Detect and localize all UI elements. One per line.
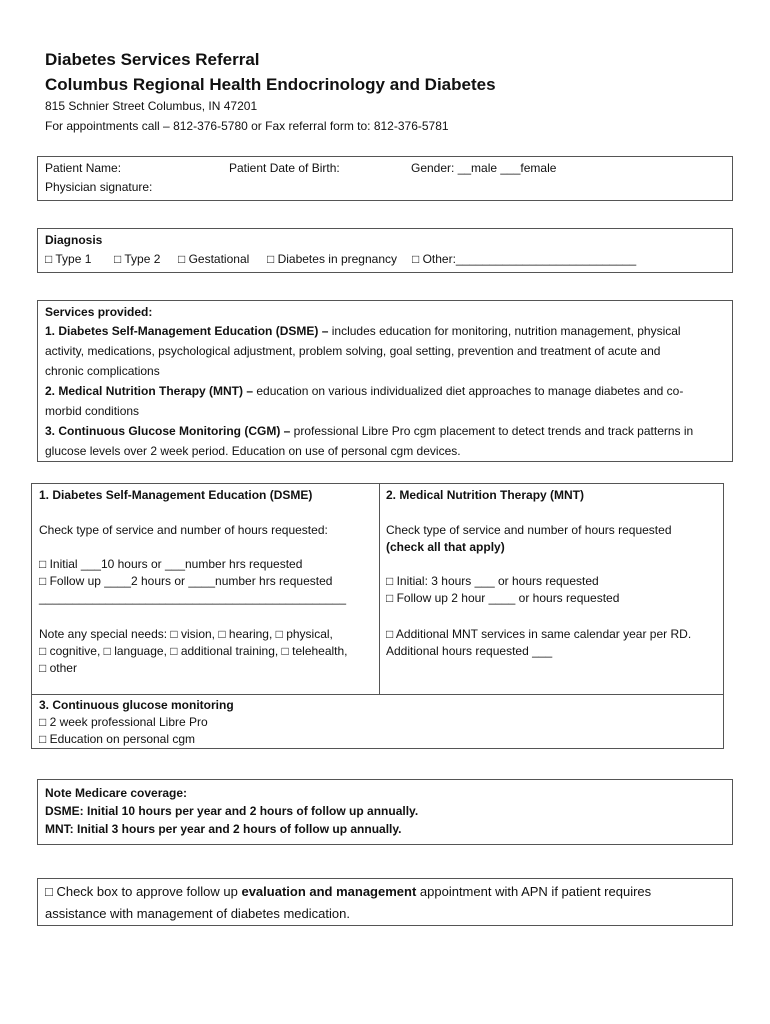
dsme-blank-line[interactable]: ______________________________________________ xyxy=(39,591,346,605)
mnt-additional-hours[interactable]: Additional hours requested ___ xyxy=(386,644,553,658)
mnt-bold-label: 2. Medical Nutrition Therapy (MNT) – xyxy=(45,384,254,398)
contact-info: For appointments call – 812-376-5780 or Fax referral form to: 812-376-5781 xyxy=(45,119,449,133)
mnt-text-1: education on various individualized diet approaches to manage diabetes and co- xyxy=(253,384,684,398)
patient-dob-field[interactable]: Patient Date of Birth: xyxy=(229,161,340,175)
physician-signature-field[interactable]: Physician signature: xyxy=(45,180,153,194)
cgm-description-line2: glucose levels over 2 week period. Education on use of personal cgm devices. xyxy=(45,444,461,458)
dsme-panel-heading: 1. Diabetes Self-Management Education (DSME) xyxy=(39,488,313,502)
apn-approval-line2: assistance with management of diabetes medication. xyxy=(45,906,350,921)
apn-approval-checkbox[interactable] xyxy=(45,884,651,899)
medicare-mnt: MNT: Initial 3 hours per year and 2 hours of follow up annually. xyxy=(45,822,402,836)
gender-field[interactable]: Gender: __male ___female xyxy=(411,161,557,175)
mnt-panel-instruction: Check type of service and number of hours requested xyxy=(386,523,672,537)
diagnosis-box xyxy=(37,228,733,273)
table-row-divider xyxy=(32,694,723,695)
mnt-description-line1 xyxy=(45,384,683,398)
patient-name-field[interactable]: Patient Name: xyxy=(45,161,122,175)
cgm-libre-pro-checkbox[interactable]: □ 2 week professional Libre Pro xyxy=(39,715,208,729)
address: 815 Schnier Street Columbus, IN 47201 xyxy=(45,99,258,113)
mnt-initial-checkbox[interactable]: □ Initial: 3 hours ___ or hours requested xyxy=(386,574,599,588)
dsme-description-line1 xyxy=(45,324,681,338)
diagnosis-gestational-checkbox[interactable]: □ Gestational xyxy=(178,252,250,266)
cgm-panel-heading: 3. Continuous glucose monitoring xyxy=(39,698,234,712)
dsme-text-1: includes education for monitoring, nutrition management, physical xyxy=(328,324,681,338)
medicare-dsme: DSME: Initial 10 hours per year and 2 hours of follow up annually. xyxy=(45,804,419,818)
form-title: Diabetes Services Referral xyxy=(45,50,260,69)
diagnosis-heading: Diagnosis xyxy=(45,233,103,247)
apn-approval-box xyxy=(37,878,733,926)
services-heading: Services provided: xyxy=(45,305,153,319)
diagnosis-other-checkbox[interactable]: □ Other:___________________________ xyxy=(412,252,637,266)
organization-title: Columbus Regional Health Endocrinology and Diabetes xyxy=(45,75,496,94)
medicare-heading: Note Medicare coverage: xyxy=(45,786,188,800)
service-request-table xyxy=(31,483,724,749)
apn-approval-pre: □ Check box to approve follow up xyxy=(45,884,242,899)
dsme-panel-instruction: Check type of service and number of hours requested: xyxy=(39,523,328,537)
dsme-followup-checkbox[interactable]: □ Follow up ____2 hours or ____number hrs requested xyxy=(39,574,333,588)
patient-info-box xyxy=(37,156,733,201)
cgm-education-checkbox[interactable]: □ Education on personal cgm xyxy=(39,732,196,746)
dsme-description-line3: chronic complications xyxy=(45,364,160,378)
medicare-note-box xyxy=(37,779,733,845)
special-needs-line1[interactable]: Note any special needs: □ vision, □ hearing, □ physical, xyxy=(39,627,333,641)
mnt-check-all-note: (check all that apply) xyxy=(386,540,505,554)
cgm-description-line1 xyxy=(45,424,693,438)
special-needs-other[interactable]: □ other xyxy=(39,661,77,675)
dsme-initial-checkbox[interactable]: □ Initial ___10 hours or ___number hrs requested xyxy=(39,557,303,571)
mnt-panel-heading: 2. Medical Nutrition Therapy (MNT) xyxy=(386,488,585,502)
apn-approval-post: appointment with APN if patient requires xyxy=(416,884,652,899)
cgm-bold-label: 3. Continuous Glucose Monitoring (CGM) – xyxy=(45,424,291,438)
dsme-bold-label: 1. Diabetes Self-Management Education (DSME) – xyxy=(45,324,329,338)
cgm-text-1: professional Libre Pro cgm placement to detect trends and track patterns in xyxy=(290,424,694,438)
diagnosis-type2-checkbox[interactable]: □ Type 2 xyxy=(114,252,161,266)
mnt-followup-checkbox[interactable]: □ Follow up 2 hour ____ or hours requested xyxy=(386,591,620,605)
diagnosis-pregnancy-checkbox[interactable]: □ Diabetes in pregnancy xyxy=(267,252,397,266)
special-needs-line2[interactable]: □ cognitive, □ language, □ additional training, □ telehealth, xyxy=(39,644,348,658)
mnt-description-line2: morbid conditions xyxy=(45,404,140,418)
apn-approval-bold: evaluation and management xyxy=(241,884,417,899)
diagnosis-type1-checkbox[interactable]: □ Type 1 xyxy=(45,252,92,266)
services-provided-box xyxy=(37,300,733,462)
dsme-description-line2: activity, medications, psychological adjustment, problem solving, goal setting, prevention and treatment of acute and xyxy=(45,344,661,358)
table-column-divider xyxy=(379,484,380,694)
mnt-additional-checkbox[interactable]: □ Additional MNT services in same calendar year per RD. xyxy=(386,627,692,641)
